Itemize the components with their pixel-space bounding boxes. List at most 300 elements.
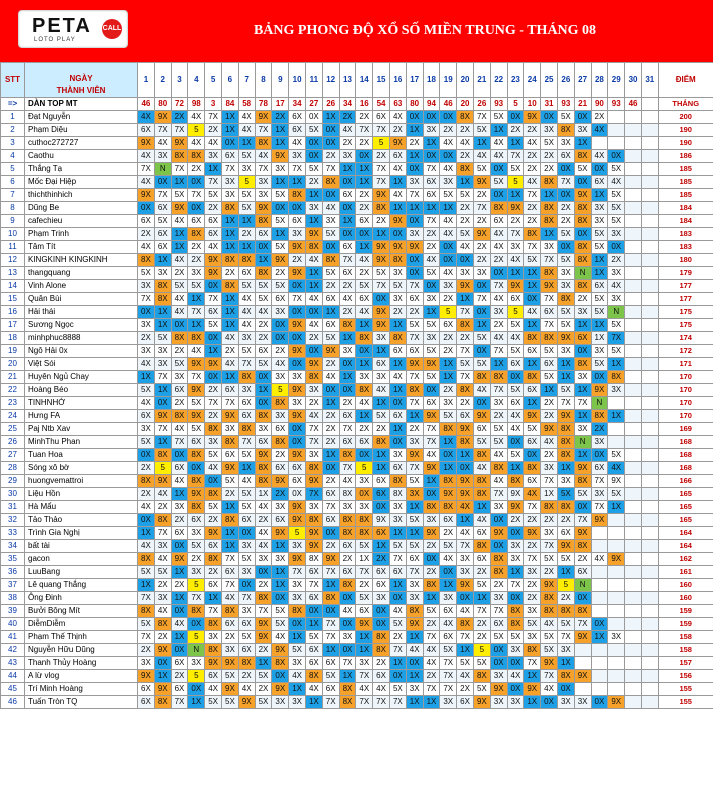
day-cell: 3X bbox=[574, 371, 591, 384]
day-cell: 7X bbox=[574, 397, 591, 410]
day-cell: 7X bbox=[238, 592, 255, 605]
day-cell: 4X bbox=[490, 241, 507, 254]
day-cell: 7X bbox=[541, 670, 558, 683]
day-cell: 0X bbox=[423, 150, 440, 163]
day-cell: 1X bbox=[373, 345, 390, 358]
day-cell: 1X bbox=[457, 514, 474, 527]
day-cell: 5X bbox=[541, 644, 558, 657]
day-cell: 2X bbox=[339, 397, 356, 410]
day-cell: 8X bbox=[154, 696, 171, 709]
day-cell: 6X bbox=[238, 644, 255, 657]
day-cell: 0X bbox=[322, 137, 339, 150]
day-cell: 0X bbox=[154, 657, 171, 670]
day-cell: 8X bbox=[457, 163, 474, 176]
day-cell: 8X bbox=[574, 605, 591, 618]
day-cell: 8X bbox=[205, 553, 222, 566]
day-cell: 6X bbox=[373, 527, 390, 540]
day-cell bbox=[641, 488, 658, 501]
table-row bbox=[1, 150, 713, 163]
day-cell: 5X bbox=[473, 579, 490, 592]
day-cell: 0X bbox=[289, 488, 306, 501]
day-cell: 2X bbox=[154, 579, 171, 592]
day-cell: 5X bbox=[205, 449, 222, 462]
day-cell: 5X bbox=[440, 410, 457, 423]
day-cell: 2X bbox=[457, 683, 474, 696]
day-cell bbox=[608, 124, 625, 137]
day-cell: 9X bbox=[389, 137, 406, 150]
day-cell: 5X bbox=[423, 267, 440, 280]
day-cell: 0X bbox=[406, 111, 423, 124]
day-cell: 4X bbox=[238, 306, 255, 319]
day-cell: 9X bbox=[406, 358, 423, 371]
day-cell: 0X bbox=[222, 137, 239, 150]
day-cell: 0X bbox=[557, 683, 574, 696]
day-cell: 5X bbox=[356, 592, 373, 605]
day-cell: 6X bbox=[171, 657, 188, 670]
day-cell: 7X bbox=[490, 488, 507, 501]
dan-value: 93 bbox=[557, 98, 574, 111]
day-header: 8 bbox=[255, 63, 272, 98]
day-cell: 5X bbox=[557, 319, 574, 332]
day-cell bbox=[625, 449, 642, 462]
day-cell: 0X bbox=[423, 553, 440, 566]
day-cell: 8X bbox=[373, 436, 390, 449]
day-cell: 3X bbox=[322, 215, 339, 228]
day-cell: 2X bbox=[222, 345, 239, 358]
dan-value: 58 bbox=[238, 98, 255, 111]
day-cell: 9X bbox=[423, 358, 440, 371]
day-cell: 2X bbox=[541, 566, 558, 579]
day-cell: 4X bbox=[138, 241, 155, 254]
day-cell: 3X bbox=[356, 501, 373, 514]
day-cell: 3X bbox=[574, 124, 591, 137]
day-cell: 4X bbox=[238, 683, 255, 696]
day-cell bbox=[641, 332, 658, 345]
day-cell: 3X bbox=[339, 501, 356, 514]
day-cell: 5X bbox=[591, 241, 608, 254]
day-cell: 2X bbox=[255, 683, 272, 696]
day-cell: 8X bbox=[255, 475, 272, 488]
day-cell: 9X bbox=[373, 514, 390, 527]
day-cell: 5X bbox=[389, 618, 406, 631]
member-header-line2: THÀNH VIÊN bbox=[56, 86, 106, 95]
day-cell bbox=[641, 124, 658, 137]
day-cell bbox=[608, 514, 625, 527]
day-cell bbox=[641, 163, 658, 176]
day-cell: 4X bbox=[255, 527, 272, 540]
day-cell: 9X bbox=[255, 618, 272, 631]
day-cell: 6X bbox=[188, 514, 205, 527]
day-cell: 1X bbox=[406, 631, 423, 644]
member-score: 177 bbox=[658, 293, 713, 306]
day-cell: 3X bbox=[373, 332, 390, 345]
dan-value: 80 bbox=[406, 98, 423, 111]
day-cell: 8X bbox=[255, 267, 272, 280]
day-cell: 0X bbox=[389, 670, 406, 683]
day-cell: 6X bbox=[507, 397, 524, 410]
day-cell bbox=[625, 514, 642, 527]
dan-value: 72 bbox=[171, 98, 188, 111]
day-cell: 5X bbox=[305, 163, 322, 176]
day-cell bbox=[641, 423, 658, 436]
day-cell: 4X bbox=[322, 202, 339, 215]
day-cell: 8X bbox=[608, 371, 625, 384]
day-cell: 7X bbox=[154, 527, 171, 540]
day-cell: 9X bbox=[457, 280, 474, 293]
day-cell: 8X bbox=[188, 228, 205, 241]
day-cell: 5X bbox=[507, 163, 524, 176]
day-cell: 7X bbox=[524, 501, 541, 514]
day-cell: 8X bbox=[473, 371, 490, 384]
day-cell: 5X bbox=[188, 280, 205, 293]
day-cell: 5X bbox=[406, 475, 423, 488]
day-cell: 1X bbox=[222, 540, 239, 553]
day-cell bbox=[641, 644, 658, 657]
table-row bbox=[1, 670, 713, 683]
day-cell: 2X bbox=[490, 319, 507, 332]
day-cell: 7X bbox=[138, 293, 155, 306]
day-cell: 7X bbox=[138, 163, 155, 176]
day-cell bbox=[641, 150, 658, 163]
day-cell: 0X bbox=[507, 111, 524, 124]
day-cell: N bbox=[188, 644, 205, 657]
day-cell: 6X bbox=[205, 306, 222, 319]
day-cell: 2X bbox=[356, 579, 373, 592]
day-cell: 9X bbox=[373, 319, 390, 332]
day-cell: 0X bbox=[440, 566, 457, 579]
day-cell: 1X bbox=[574, 137, 591, 150]
day-cell: 7X bbox=[322, 631, 339, 644]
day-cell: 8X bbox=[255, 462, 272, 475]
day-cell: 3X bbox=[591, 488, 608, 501]
day-cell: 8X bbox=[289, 189, 306, 202]
day-cell: 8X bbox=[305, 462, 322, 475]
day-cell: 4X bbox=[188, 137, 205, 150]
day-cell: 2X bbox=[524, 540, 541, 553]
day-cell: 2X bbox=[440, 527, 457, 540]
table-row bbox=[1, 683, 713, 696]
day-cell: 3X bbox=[591, 345, 608, 358]
day-cell: 6X bbox=[154, 228, 171, 241]
day-cell: 2X bbox=[541, 449, 558, 462]
day-cell: 6X bbox=[205, 670, 222, 683]
day-cell: 5X bbox=[154, 332, 171, 345]
day-cell: 0X bbox=[490, 514, 507, 527]
table-row bbox=[1, 475, 713, 488]
member-score: 169 bbox=[658, 423, 713, 436]
day-cell: 0X bbox=[356, 228, 373, 241]
day-cell: 6X bbox=[289, 215, 306, 228]
day-cell: 3X bbox=[406, 579, 423, 592]
day-cell: 4X bbox=[356, 397, 373, 410]
day-cell: 7X bbox=[507, 228, 524, 241]
day-cell: 1X bbox=[557, 462, 574, 475]
day-cell: 1X bbox=[423, 306, 440, 319]
day-cell: 5X bbox=[305, 631, 322, 644]
day-cell: 1X bbox=[457, 293, 474, 306]
day-cell: 1X bbox=[406, 670, 423, 683]
day-cell: 7X bbox=[473, 202, 490, 215]
day-cell bbox=[641, 449, 658, 462]
day-cell: N bbox=[608, 306, 625, 319]
day-cell: 2X bbox=[423, 241, 440, 254]
row-stt: 23 bbox=[1, 397, 25, 410]
day-cell: 7X bbox=[154, 189, 171, 202]
day-cell: 6X bbox=[423, 397, 440, 410]
day-cell: 0X bbox=[272, 592, 289, 605]
day-cell bbox=[591, 527, 608, 540]
day-cell: 0X bbox=[389, 228, 406, 241]
day-cell: 1X bbox=[289, 631, 306, 644]
day-cell: 8X bbox=[457, 111, 474, 124]
day-cell: 2X bbox=[440, 293, 457, 306]
row-stt: 27 bbox=[1, 449, 25, 462]
dan-value: 93 bbox=[490, 98, 507, 111]
row-stt: 44 bbox=[1, 670, 25, 683]
day-cell: 2X bbox=[541, 150, 558, 163]
day-cell: 5 bbox=[154, 462, 171, 475]
day-cell: 7X bbox=[490, 345, 507, 358]
day-cell: 1X bbox=[440, 579, 457, 592]
day-header: 6 bbox=[222, 63, 239, 98]
day-cell: 8X bbox=[138, 605, 155, 618]
day-cell: 1X bbox=[255, 657, 272, 670]
day-cell: 0X bbox=[423, 384, 440, 397]
day-cell: 6X bbox=[574, 332, 591, 345]
day-cell bbox=[625, 592, 642, 605]
day-cell: 1X bbox=[356, 553, 373, 566]
day-cell: 6X bbox=[171, 462, 188, 475]
day-cell: 7X bbox=[490, 605, 507, 618]
day-cell: 7X bbox=[154, 423, 171, 436]
day-cell: 0X bbox=[406, 254, 423, 267]
day-cell: 5 bbox=[272, 384, 289, 397]
day-cell: 0X bbox=[205, 371, 222, 384]
dan-value: 5 bbox=[507, 98, 524, 111]
day-cell: 1X bbox=[541, 228, 558, 241]
day-cell: 7X bbox=[389, 553, 406, 566]
day-cell: 1X bbox=[490, 358, 507, 371]
day-cell: 6X bbox=[238, 267, 255, 280]
day-cell: 8X bbox=[272, 397, 289, 410]
day-cell: 3X bbox=[356, 475, 373, 488]
table-row bbox=[1, 501, 713, 514]
day-cell: 4X bbox=[255, 150, 272, 163]
day-cell: 1X bbox=[524, 280, 541, 293]
day-cell: 7X bbox=[507, 150, 524, 163]
row-stt: 17 bbox=[1, 319, 25, 332]
day-cell: 5X bbox=[238, 345, 255, 358]
day-cell: 1X bbox=[406, 124, 423, 137]
header-row bbox=[1, 63, 713, 98]
day-header: 28 bbox=[591, 63, 608, 98]
day-cell bbox=[625, 631, 642, 644]
day-cell: 9X bbox=[305, 527, 322, 540]
day-cell: 6X bbox=[373, 670, 390, 683]
day-cell: 4X bbox=[222, 332, 239, 345]
day-cell: 4X bbox=[389, 605, 406, 618]
day-cell: 8X bbox=[574, 475, 591, 488]
day-cell: 9X bbox=[138, 670, 155, 683]
day-cell: 1X bbox=[222, 111, 239, 124]
day-cell: 6X bbox=[591, 280, 608, 293]
day-cell: 8X bbox=[222, 514, 239, 527]
day-cell: 6X bbox=[305, 566, 322, 579]
day-cell: 5X bbox=[541, 137, 558, 150]
table-row bbox=[1, 436, 713, 449]
day-cell bbox=[625, 618, 642, 631]
day-cell: 4X bbox=[154, 605, 171, 618]
day-cell: 9X bbox=[205, 657, 222, 670]
logo bbox=[18, 10, 128, 48]
day-cell: 9X bbox=[356, 618, 373, 631]
day-cell: 3X bbox=[289, 592, 306, 605]
day-cell: 1X bbox=[406, 202, 423, 215]
day-cell: 8X bbox=[255, 410, 272, 423]
day-cell: 2X bbox=[457, 215, 474, 228]
day-cell: 0X bbox=[507, 592, 524, 605]
day-cell: 3X bbox=[406, 683, 423, 696]
day-cell: 2X bbox=[473, 215, 490, 228]
day-cell: 6X bbox=[171, 683, 188, 696]
day-cell bbox=[641, 462, 658, 475]
day-cell: 5X bbox=[541, 345, 558, 358]
day-cell: 9X bbox=[457, 423, 474, 436]
day-header: 26 bbox=[557, 63, 574, 98]
day-cell: 5X bbox=[255, 280, 272, 293]
day-cell bbox=[625, 657, 642, 670]
day-cell: 7X bbox=[289, 293, 306, 306]
day-cell: 8X bbox=[574, 202, 591, 215]
day-cell: 2X bbox=[171, 345, 188, 358]
day-cell: 7X bbox=[473, 605, 490, 618]
day-cell: 1X bbox=[440, 202, 457, 215]
day-cell: 3X bbox=[339, 150, 356, 163]
day-cell: 0X bbox=[171, 540, 188, 553]
day-cell: 5X bbox=[272, 215, 289, 228]
day-cell: 0X bbox=[305, 150, 322, 163]
day-cell bbox=[591, 137, 608, 150]
day-cell: 8X bbox=[457, 319, 474, 332]
member-name: Tâm Tít bbox=[25, 241, 138, 254]
day-cell: 9X bbox=[524, 683, 541, 696]
day-cell bbox=[641, 397, 658, 410]
member-name: Bưởi Bông Mít bbox=[25, 605, 138, 618]
day-cell: 3X bbox=[356, 371, 373, 384]
member-score: 185 bbox=[658, 189, 713, 202]
day-cell: 5X bbox=[608, 215, 625, 228]
day-cell: 6X bbox=[507, 358, 524, 371]
day-cell: 1X bbox=[591, 189, 608, 202]
day-cell: 5X bbox=[473, 332, 490, 345]
day-cell: 0X bbox=[440, 111, 457, 124]
day-cell: 6X bbox=[557, 150, 574, 163]
day-cell: 5X bbox=[238, 488, 255, 501]
day-cell: 3X bbox=[238, 384, 255, 397]
day-cell: 9X bbox=[205, 254, 222, 267]
day-cell: 3X bbox=[557, 267, 574, 280]
day-cell: 5X bbox=[524, 423, 541, 436]
day-cell: 5 bbox=[356, 462, 373, 475]
day-cell: 9X bbox=[272, 254, 289, 267]
row-stt: 16 bbox=[1, 306, 25, 319]
day-cell: 8X bbox=[356, 527, 373, 540]
day-cell: 8X bbox=[205, 488, 222, 501]
day-cell: 5X bbox=[423, 319, 440, 332]
day-cell: 8X bbox=[440, 475, 457, 488]
day-cell: 0X bbox=[205, 332, 222, 345]
day-cell: 5X bbox=[557, 553, 574, 566]
member-score: 161 bbox=[658, 566, 713, 579]
day-header: 24 bbox=[524, 63, 541, 98]
day-cell bbox=[641, 280, 658, 293]
day-cell: 5X bbox=[255, 293, 272, 306]
row-stt: 40 bbox=[1, 618, 25, 631]
day-cell: 0X bbox=[138, 514, 155, 527]
day-cell: 0X bbox=[557, 241, 574, 254]
member-name: Hưng FA bbox=[25, 410, 138, 423]
day-cell: 3X bbox=[272, 501, 289, 514]
member-name: DiễmDiễm bbox=[25, 618, 138, 631]
day-cell: 8X bbox=[272, 657, 289, 670]
day-cell: 0X bbox=[289, 436, 306, 449]
day-cell: 4X bbox=[541, 683, 558, 696]
day-cell: 6X bbox=[154, 241, 171, 254]
day-cell: 2X bbox=[322, 150, 339, 163]
day-cell: 2X bbox=[188, 163, 205, 176]
day-cell: 4X bbox=[473, 150, 490, 163]
dan-value: 46 bbox=[625, 98, 642, 111]
dan-stt: => bbox=[1, 98, 25, 111]
day-cell: 2X bbox=[255, 319, 272, 332]
day-cell: 3X bbox=[389, 449, 406, 462]
day-cell: 7X bbox=[423, 423, 440, 436]
day-cell bbox=[641, 410, 658, 423]
day-cell: 0X bbox=[255, 371, 272, 384]
day-cell: 3X bbox=[490, 696, 507, 709]
day-cell: 1X bbox=[541, 189, 558, 202]
day-cell: 1X bbox=[406, 150, 423, 163]
day-cell: 1X bbox=[322, 644, 339, 657]
day-cell: 6X bbox=[289, 462, 306, 475]
day-cell: 6X bbox=[440, 514, 457, 527]
day-cell: 0X bbox=[473, 280, 490, 293]
day-cell: 8X bbox=[574, 280, 591, 293]
day-cell: 4X bbox=[541, 618, 558, 631]
day-cell: 7X bbox=[339, 254, 356, 267]
day-cell: 5X bbox=[322, 267, 339, 280]
day-cell: 1X bbox=[205, 345, 222, 358]
day-cell: 5X bbox=[154, 215, 171, 228]
day-cell: 5X bbox=[389, 540, 406, 553]
day-cell: 7X bbox=[389, 696, 406, 709]
dan-value: 16 bbox=[356, 98, 373, 111]
day-cell: 8X bbox=[524, 644, 541, 657]
day-cell: 9X bbox=[490, 527, 507, 540]
day-cell: 9X bbox=[490, 683, 507, 696]
table-row bbox=[1, 696, 713, 709]
day-cell: 5X bbox=[557, 306, 574, 319]
day-cell bbox=[641, 436, 658, 449]
day-cell: 3X bbox=[507, 540, 524, 553]
day-cell: 2X bbox=[322, 423, 339, 436]
day-header: 19 bbox=[440, 63, 457, 98]
day-cell: 5X bbox=[356, 540, 373, 553]
day-cell: 2X bbox=[574, 293, 591, 306]
day-cell: 2X bbox=[222, 267, 239, 280]
day-cell: 3X bbox=[138, 319, 155, 332]
day-cell: 1X bbox=[557, 566, 574, 579]
